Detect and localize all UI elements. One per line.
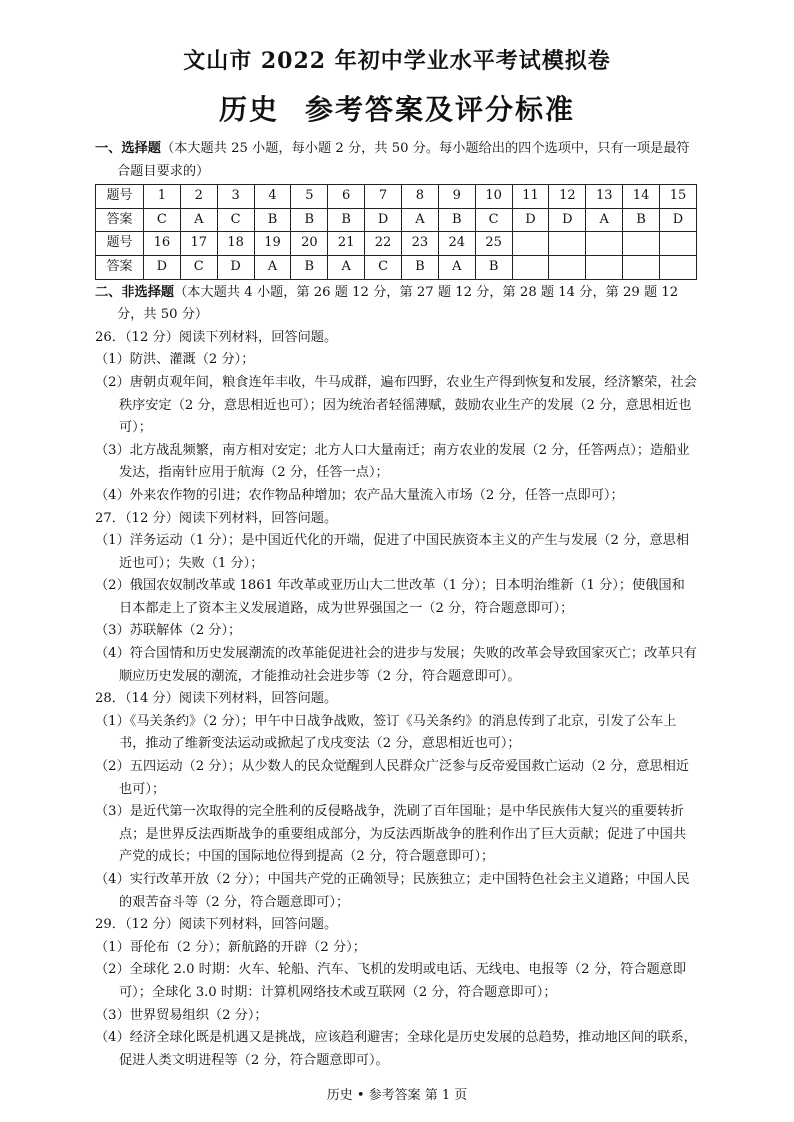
answer-cell: B <box>438 208 475 232</box>
document-subtitle <box>0 88 794 128</box>
question-number-cell: 6 <box>328 185 365 209</box>
section2-label: 二、非选择题 <box>95 284 175 300</box>
row-label-question: 题号 <box>96 232 144 256</box>
question-number-cell: 9 <box>438 185 475 209</box>
answer-item: （4）经济全球化既是机遇又是挑战，应该趋利避害；全球化是历史发展的总趋势，推动地区间的联系，促进人类文明进程等（2 分，符合题意即可）。 <box>95 1030 697 1068</box>
answer-cell: B <box>328 208 365 232</box>
empty-cell <box>549 232 586 256</box>
answer-item: （3）苏联解体（2 分）； <box>95 623 242 639</box>
question-number-cell: 17 <box>180 232 217 256</box>
table-row-answer-1 <box>96 208 697 232</box>
answer-item: （1）防洪、灌溉（2 分）； <box>95 352 255 368</box>
answer-cell: C <box>180 255 217 279</box>
question-number-cell: 11 <box>512 185 549 209</box>
question-29-heading: 29．（12 分）阅读下列材料，回答问题。 <box>95 917 338 933</box>
table-row-answer-2 <box>96 255 697 279</box>
answer-item: （2）五四运动（2 分）；从少数人的民众觉醒到人民群众广泛参与反帝爱国救亡运动（2 分，意思相近也可）； <box>95 759 690 797</box>
question-number-cell: 14 <box>623 185 660 209</box>
empty-cell <box>623 255 660 279</box>
question-number-cell: 8 <box>401 185 438 209</box>
question-number-cell: 23 <box>401 232 438 256</box>
question-number-cell: 20 <box>291 232 328 256</box>
answer-item: （4）实行改革开放（2 分）；中国共产党的正确领导；民族独立；走中国特色社会主义道路；中国人民的艰苦奋斗等（2 分，符合题意即可）； <box>95 872 690 910</box>
answer-cell: D <box>365 208 402 232</box>
question-number-cell: 12 <box>549 185 586 209</box>
answer-item: （3）是近代第一次取得的完全胜利的反侵略战争，洗刷了百年国耻；是中华民族伟大复兴的重要转折点；是世界反法西斯战争的重要组成部分，为反法西斯战争的胜利作出了巨大贡献；促进了中国共产党的成长；中国的国际地位得到提高（2 分，符合题意即可）； <box>95 804 687 865</box>
answer-cell: A <box>328 255 365 279</box>
empty-cell <box>660 232 697 256</box>
answer-cell: D <box>143 255 180 279</box>
question-number-cell: 2 <box>180 185 217 209</box>
answer-cell: B <box>291 208 328 232</box>
answer-cell: A <box>401 208 438 232</box>
section2-description: （本大题共 4 小题，第 26 题 12 分，第 27 题 12 分，第 28 题 14 分，第 29 题 12 分，共 50 分） <box>117 284 679 323</box>
empty-cell <box>512 255 549 279</box>
answer-cell: D <box>512 208 549 232</box>
question-number-cell: 13 <box>586 185 623 209</box>
answer-item: （1）《马关条约》（2 分）；甲午中日战争战败，签订《马关条约》的消息传到了北京，引发了公车上书，推动了维新变法运动或掀起了戊戌变法（2 分，意思相近也可）； <box>95 713 677 752</box>
answer-item: （2）唐朝贞观年间，粮食连年丰收，牛马成群，遍布四野，农业生产得到恢复和发展，经济繁荣，社会秩序安定（2 分，意思相近也可）；因为统治者轻徭薄赋，鼓励农业生产的发展（2 分，意思相近也可）； <box>95 374 697 436</box>
answer-cell: A <box>180 208 217 232</box>
answer-item: （3）北方战乱频繁，南方相对安定；北方人口大量南迁；南方农业的发展（2 分，任答两点）；造船业发达，指南针应用于航海（2 分，任答一点）； <box>95 442 690 481</box>
answer-item: （1）哥伦布（2 分）；新航路的开辟（2 分）； <box>95 939 366 955</box>
subject-name: 历史 <box>218 93 279 126</box>
page-footer: 历史 • 参考答案 第 1 页 <box>326 1088 468 1103</box>
empty-cell <box>660 255 697 279</box>
question-number-cell: 3 <box>217 185 254 209</box>
answer-cell: A <box>586 208 623 232</box>
empty-cell <box>549 255 586 279</box>
section1-heading <box>95 138 697 183</box>
answer-item: （4）符合国情和历史发展潮流的改革能促进社会的进步与发展；失败的改革会导致国家灭亡；改革只有顺应历史发展的潮流，才能推动社会进步等（2 分，符合题意即可）。 <box>95 646 697 684</box>
question-number-cell: 4 <box>254 185 291 209</box>
question-number-cell: 21 <box>328 232 365 256</box>
answer-item: （4）外来农作物的引进；农作物品种增加；农产品大量流入市场（2 分，任答一点即可）； <box>95 487 624 503</box>
answer-cell: B <box>401 255 438 279</box>
answer-item: （2）全球化 2.0 时期：火车、轮船、汽车、飞机的发明或电话、无线电、电报等（2 分，符合题意即可）；全球化 3.0 时期：计算机网络技术或互联网（2 分，符合题意即可）； <box>95 962 687 1000</box>
question-number-cell: 16 <box>143 232 180 256</box>
answer-cell: D <box>660 208 697 232</box>
empty-cell <box>586 255 623 279</box>
answer-item: （2）俄国农奴制改革或 1861 年改革或亚历山大二世改革（1 分）；日本明治维新（1 分）；使俄国和日本都走上了资本主义发展道路，成为世界强国之一（2 分，符合题意即可）； <box>95 578 685 616</box>
section1-label: 一、选择题 <box>95 141 161 156</box>
question-number-cell: 7 <box>365 185 402 209</box>
answer-table <box>95 184 697 279</box>
question-number-cell: 1 <box>143 185 180 209</box>
answer-cell: D <box>549 208 586 232</box>
answer-cell: C <box>217 208 254 232</box>
answer-cell: B <box>623 208 660 232</box>
answer-key-title: 参考答案及评分标准 <box>305 93 576 126</box>
main-content <box>95 138 697 1072</box>
row-label-answer: 答案 <box>96 255 144 279</box>
question-number-cell: 25 <box>475 232 512 256</box>
exam-title: 文山市 2022 年初中学业水平考试模拟卷 <box>183 48 611 74</box>
question-number-cell: 15 <box>660 185 697 209</box>
empty-cell <box>512 232 549 256</box>
empty-cell <box>623 232 660 256</box>
question-number-cell: 10 <box>475 185 512 209</box>
answer-cell: C <box>365 255 402 279</box>
question-number-cell: 24 <box>438 232 475 256</box>
table-row-question-2 <box>96 232 697 256</box>
table-row-question-1 <box>96 185 697 209</box>
question-26-heading: 26．（12 分）阅读下列材料，回答问题。 <box>95 329 338 345</box>
empty-cell <box>586 232 623 256</box>
question-27-heading: 27．（12 分）阅读下列材料，回答问题。 <box>95 510 338 526</box>
question-number-cell: 22 <box>365 232 402 256</box>
section2-heading <box>95 282 697 327</box>
answer-cell: B <box>291 255 328 279</box>
answer-item: （1）洋务运动（1 分）；是中国近代化的开端，促进了中国民族资本主义的产生与发展（2 分，意思相近也可）；失败（1 分）； <box>95 533 690 571</box>
question-28-heading: 28．（14 分）阅读下列材料，回答问题。 <box>95 691 338 707</box>
answer-cell: C <box>475 208 512 232</box>
answer-cell: A <box>254 255 291 279</box>
section1-description: （本大题共 25 小题，每小题 2 分，共 50 分。每小题给出的四个选项中，只有一项是最符合题目要求的） <box>117 141 690 179</box>
row-label-question: 题号 <box>96 185 144 209</box>
question-number-cell: 18 <box>217 232 254 256</box>
answer-cell: B <box>475 255 512 279</box>
answer-cell: B <box>254 208 291 232</box>
answer-cell: D <box>217 255 254 279</box>
row-label-answer: 答案 <box>96 208 144 232</box>
answer-item: （3）世界贸易组织（2 分）； <box>95 1007 268 1023</box>
question-number-cell: 5 <box>291 185 328 209</box>
question-number-cell: 19 <box>254 232 291 256</box>
answer-cell: C <box>143 208 180 232</box>
answer-cell: A <box>438 255 475 279</box>
